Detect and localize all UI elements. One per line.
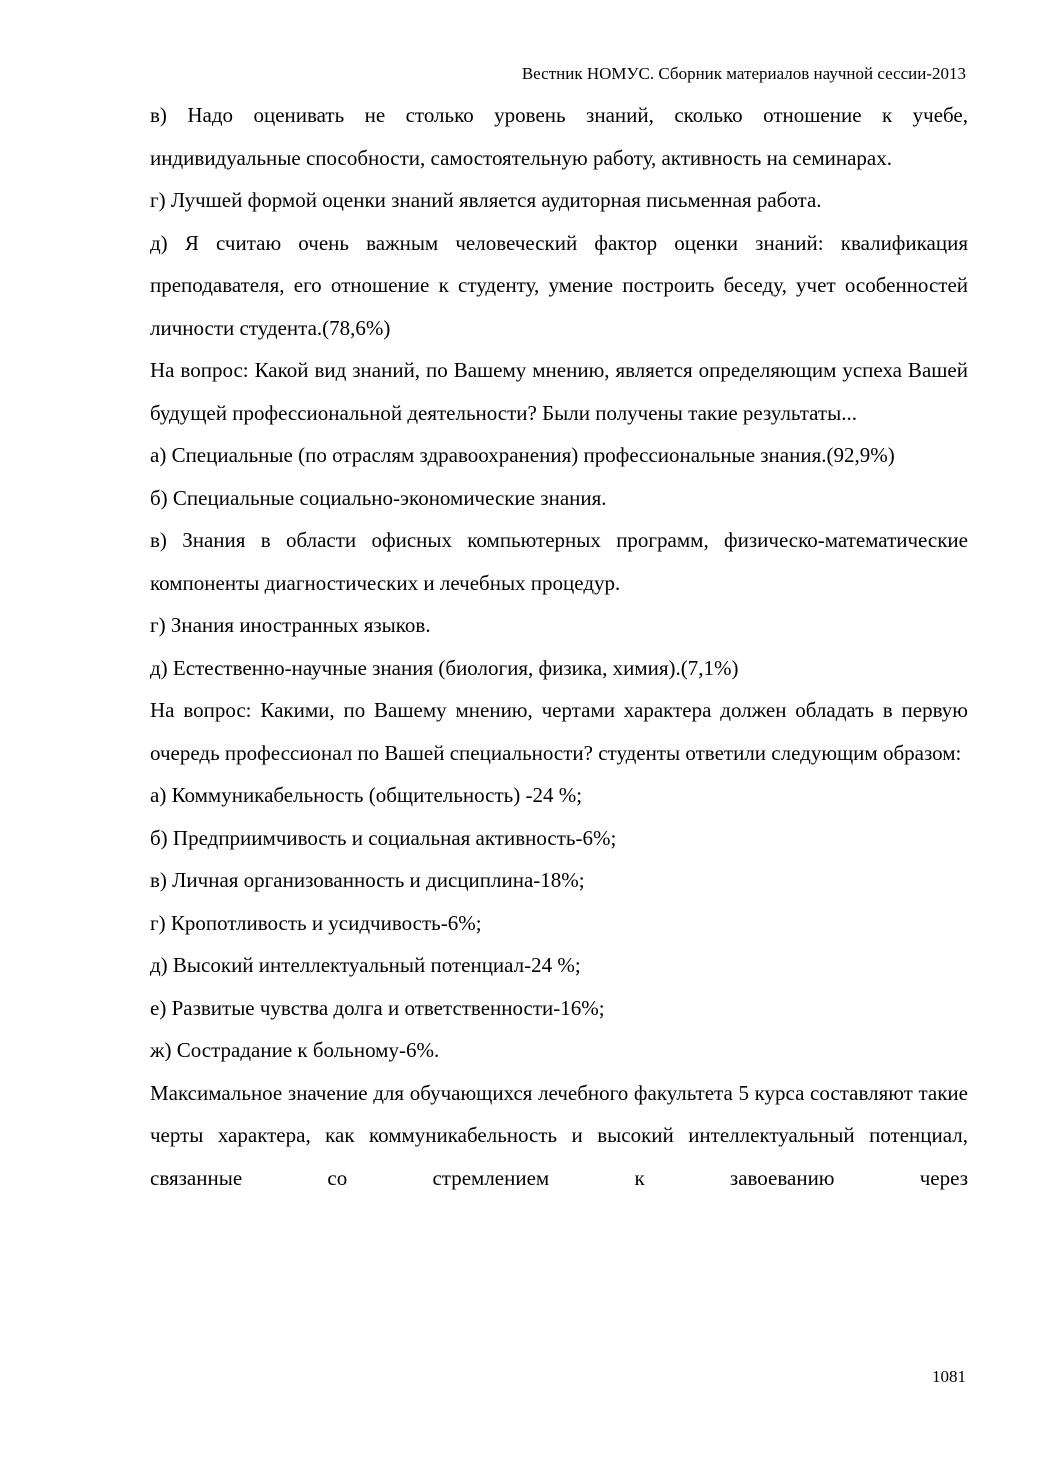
paragraph: д) Высокий интеллектуальный потенциал-24 %; <box>150 953 581 977</box>
paragraph: г) Знания иностранных языков. <box>150 613 431 637</box>
paragraph: а) Специальные (по отраслям здравоохранения) профессиональные знания.(92,9%) <box>150 443 895 467</box>
paragraph: а) Коммуникабельность (общительность) -24 %; <box>150 783 583 807</box>
document-body <box>150 94 968 1199</box>
paragraph: б) Предприимчивость и социальная активность-6%; <box>150 825 617 850</box>
paragraph-continued: Максимальное значение для обучающихся лечебного факультета 5 курса составляют такие черты характера, как коммуникабельность и высокий интеллектуальный потенциал, связанные со стремлением к завоеванию через <box>150 1080 968 1190</box>
paragraph: На вопрос: Какой вид знаний, по Вашему мнению, является определяющим успеха Вашей будущей профессиональной деятельности? Были получены такие результаты... <box>150 358 968 425</box>
paragraph: в) Знания в области офисных компьютерных программ, физическо-математические компоненты диагностических и лечебных процедур. <box>150 528 968 595</box>
paragraph: в) Личная организованность и дисциплина-18%; <box>150 868 585 892</box>
paragraph: г) Кропотливость и усидчивость-6%; <box>150 910 482 935</box>
running-header: Вестник НОМУС. Сборник материалов научной сессии-2013 <box>521 64 966 83</box>
paragraph: ж) Сострадание к больному-6%. <box>150 1038 440 1062</box>
paragraph: е) Развитые чувства долга и ответственности-16%; <box>150 995 605 1020</box>
page-number: 1081 <box>932 1367 966 1386</box>
paragraph: д) Естественно-научные знания (биология, физика, химия).(7,1%) <box>150 655 739 680</box>
paragraph: б) Специальные социально-экономические знания. <box>150 485 607 510</box>
paragraph: На вопрос: Какими, по Вашему мнению, чертами характера должен обладать в первую очередь профессионал по Вашей специальности? студенты ответили следующим образом: <box>150 698 968 765</box>
paragraph: д) Я считаю очень важным человеческий фактор оценки знаний: квалификация преподавателя, его отношение к студенту, умение построить беседу, учет особенностей личности студента.(78,6%) <box>150 230 968 340</box>
paragraph: в) Надо оценивать не столько уровень знаний, сколько отношение к учебе, индивидуальные способности, самостоятельную работу, активность на семинарах. <box>150 103 968 170</box>
paragraph: г) Лучшей формой оценки знаний является аудиторная письменная работа. <box>150 188 822 212</box>
